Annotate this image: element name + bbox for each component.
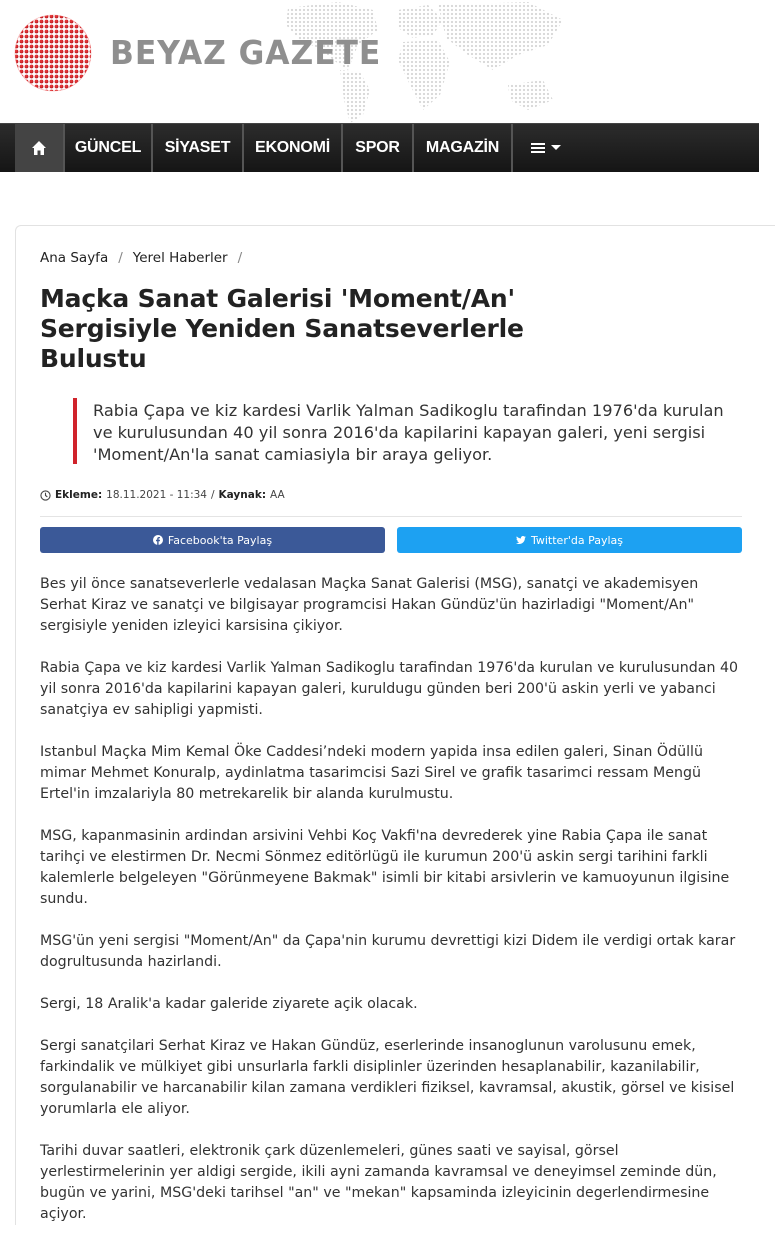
breadcrumb-separator: / bbox=[118, 250, 123, 266]
article-paragraph: Rabia Çapa ve kiz kardesi Varlik Yalman Sadikoglu tarafindan 1976'da kurulan ve kurulusundan 40 yil sonra 2016'da kapilarini kapayan galeri, kuruldugu günden beri 200'ü askin yerli ve yabanci sanatçiya ev sahipligi yapmisti. bbox=[40, 660, 739, 718]
meta-source-label: Kaynak: bbox=[218, 489, 267, 501]
home-icon bbox=[31, 140, 47, 156]
logo-text: BEYAZ GAZETE bbox=[110, 32, 382, 72]
twitter-share-label: Twitter'da Paylaş bbox=[530, 533, 624, 547]
article-title: Maçka Sanat Galerisi 'Moment/An' Sergisiyle Yeniden Sanatseverlerle Bulustu bbox=[40, 284, 524, 373]
nav-more-button[interactable] bbox=[513, 124, 579, 172]
nav-item-siyaset[interactable]: SİYASET bbox=[153, 124, 244, 172]
facebook-icon bbox=[153, 535, 163, 545]
meta-source-value: AA bbox=[270, 489, 285, 501]
nav-item-ekonomi[interactable]: EKONOMİ bbox=[244, 124, 343, 172]
breadcrumb-category-link[interactable]: Yerel Haberler bbox=[132, 250, 228, 266]
clock-icon bbox=[40, 490, 51, 501]
nav-home-button[interactable] bbox=[15, 124, 65, 172]
divider bbox=[40, 516, 742, 517]
nav-item-guncel[interactable]: GÜNCEL bbox=[65, 124, 153, 172]
breadcrumb-home-link[interactable]: Ana Sayfa bbox=[40, 250, 109, 266]
meta-added-value: 18.11.2021 - 11:34 bbox=[106, 489, 207, 501]
article-paragraph: MSG, kapanmasinin ardindan arsivini Vehbi Koç Vakfi'na devrederek yine Rabia Çapa ile sanat tarihçi ve elestirmen Dr. Necmi Sönmez editörlügü ile kurumun 200'ü askin sergi tarihini farkli kalemlerle belgeleyen "Görünmeyene Bakmak" isimli bir kitabi arsivlerin ve kamuoyunun ilgisine sundu. bbox=[40, 828, 730, 907]
nav-item-spor[interactable]: SPOR bbox=[343, 124, 414, 172]
article-meta bbox=[40, 489, 285, 501]
article-paragraph: Bes yil önce sanatseverlerle vedalasan Maçka Sanat Galerisi (MSG), sanatçi ve akademisyen Serhat Kiraz ve sanatçi ve bilgisayar programcisi Hakan Gündüz'ün hazirladigi "Moment/An" sergisiyle yeniden izleyici karsisina çikiyor. bbox=[40, 576, 699, 634]
meta-divider: / bbox=[210, 489, 215, 501]
facebook-share-label: Facebook'ta Paylaş bbox=[167, 533, 273, 547]
article-paragraph: Tarihi duvar saatleri, elektronik çark düzenlemeleri, günes saati ve sayisal, görsel yerlestirmelerinin yer aldigi sergide, ikili ayni zamanda kavramsal ve deneyimsel zeminde dün, bugün ve yarini, MSG'deki tarihsel "an" ve "mekan" kapsaminda izleyicinin degerlendirmesine açiyor. bbox=[40, 1143, 717, 1222]
logo-globe-icon bbox=[14, 14, 92, 92]
facebook-share-button[interactable] bbox=[40, 527, 385, 553]
breadcrumb-separator: / bbox=[237, 250, 243, 266]
article-paragraph: Sergi sanatçilari Serhat Kiraz ve Hakan Gündüz, eserlerinde insanoglunun varolusunu emek, farkindalik ve mülkiyet gibi unsurlarla farkli disiplinler üzerinden hesaplanabilir, kazanilabilir, sorgulanabilir ve harcanabilir kilan zamana verdikleri fiziksel, kavramsal, akustik, görsel ve kisisel yorumlarla ele aliyor. bbox=[40, 1038, 735, 1117]
twitter-icon bbox=[516, 535, 526, 545]
article-body bbox=[40, 574, 742, 1246]
nav-item-magazin[interactable]: MAGAZİN bbox=[414, 124, 513, 172]
site-logo[interactable] bbox=[14, 14, 396, 92]
meta-added-label: Ekleme: bbox=[55, 489, 103, 501]
breadcrumb bbox=[40, 250, 252, 266]
site-header bbox=[0, 0, 759, 123]
article-paragraph: MSG'ün yeni sergisi "Moment/An" da Çapa'nin kurumu devrettigi kizi Didem ile verdigi ortak karar dogrultusunda hazirlandi. bbox=[40, 933, 736, 970]
article-paragraph: Istanbul Maçka Mim Kemal Öke Caddesi’ndeki modern yapida insa edilen galeri, Sinan Ödüllü mimar Mehmet Konuralp, aydinlatma tasarimcisi Sazi Sirel ve grafik tasarimci ressam Mengü Ertel'in imzalariyla 80 metrekarelik bir alanda kurulmustu. bbox=[40, 744, 703, 802]
twitter-share-button[interactable] bbox=[397, 527, 742, 553]
menu-icon bbox=[529, 141, 563, 155]
article-paragraph: Sergi, 18 Aralik'a kadar galeride ziyarete açik olacak. bbox=[40, 996, 418, 1012]
article-lead: Rabia Çapa ve kiz kardesi Varlik Yalman Sadikoglu tarafindan 1976'da kurulan ve kurulusundan 40 yil sonra 2016'da kapilarini kapayan galeri, yeni sergisi 'Moment/An'la sanat camiasiyla bir araya geliyor. bbox=[73, 398, 743, 464]
main-navbar bbox=[0, 123, 759, 172]
